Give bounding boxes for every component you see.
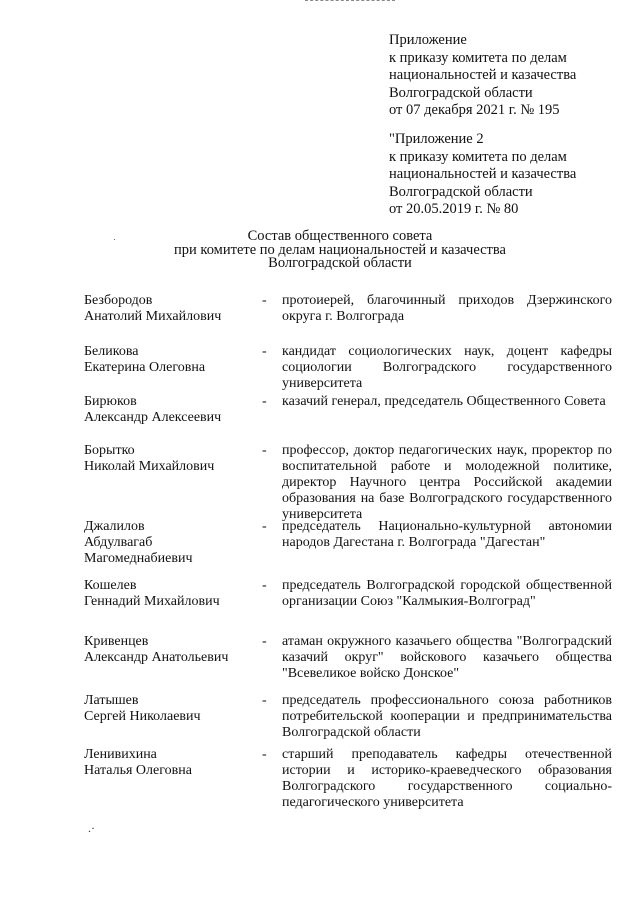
member-surname: Кривенцев — [84, 634, 149, 649]
scan-artifact-dashes — [305, 0, 395, 3]
member-surname: Джалилов — [84, 519, 145, 534]
member-surname: Кошелев — [84, 578, 137, 593]
stamp-line: Приложение — [389, 32, 467, 48]
member-dash: - — [262, 519, 267, 534]
member-role: атаман окружного казачьего общества "Волгоградский казачий округ" войскового казачьего общества "Всевеликое войско Донское" — [282, 634, 612, 681]
member-name — [84, 394, 254, 426]
member-dash: - — [262, 693, 267, 708]
member-dash: - — [262, 634, 267, 649]
member-role: протоиерей, благочинный приходов Дзержинского округа г. Волгограда — [282, 293, 612, 324]
document-title — [0, 230, 640, 271]
member-role: профессор, доктор педагогических наук, проректор по воспитательной работе и молодежной политике, директор Научного центра Российской академии образования на базе Волгоградского государственного университета — [282, 443, 612, 522]
member-role: казачий генерал, председатель Общественного Совета — [282, 394, 606, 409]
member-dash: - — [262, 293, 267, 308]
member-role: председатель Волгоградской городской общественной организации Союз "Калмыкия-Волгоград" — [282, 578, 612, 609]
member-dash: - — [262, 747, 267, 762]
member-surname: Латышев — [84, 693, 139, 708]
stamp-line: к приказу комитета по делам — [389, 49, 567, 66]
member-given-names: Екатерина Олеговна — [84, 360, 206, 375]
stamp-line: Волгоградской области — [389, 183, 533, 200]
stamp-line: от 20.05.2019 г. № 80 — [389, 201, 519, 218]
member-given-names: Наталья Олеговна — [84, 763, 192, 778]
member-name — [84, 693, 254, 725]
member-name — [84, 747, 254, 779]
stamp-line: Волгоградской области — [389, 84, 533, 101]
member-name — [84, 634, 254, 666]
member-given-names: Александр Анатольевич — [84, 650, 229, 665]
title-line: Состав общественного совета — [247, 228, 433, 244]
stamp-line: "Приложение 2 — [389, 131, 484, 147]
title-line: при комитете по делам национальностей и казачества — [174, 241, 506, 258]
member-surname: Ленивихина — [84, 747, 157, 762]
member-given-names: Геннадий Михайлович — [84, 594, 220, 609]
member-given-names: Абдулвагаб — [84, 535, 153, 550]
appendix-stamp-original — [389, 131, 576, 219]
stamp-line: к приказу комитета по делам — [389, 148, 567, 165]
scan-speck: .· — [88, 821, 95, 835]
member-name — [84, 293, 254, 325]
member-surname: Беликова — [84, 344, 139, 359]
member-role: председатель Национально-культурной автономии народов Дагестана г. Волгограда "Дагестан" — [282, 519, 612, 550]
title-line: Волгоградской области — [268, 255, 412, 271]
member-name — [84, 443, 254, 475]
member-surname: Безбородов — [84, 293, 153, 308]
member-given-names: Анатолий Михайлович — [84, 309, 222, 324]
member-name — [84, 578, 254, 610]
stamp-line: национальностей и казачества — [389, 67, 577, 84]
member-role: старший преподаватель кафедры отечественной истории и историко-краеведческого образования Волгоградского государственного социально-педагогического университета — [282, 747, 612, 810]
member-dash: - — [262, 344, 267, 359]
member-role: председатель профессионального союза работников потребительской кооперации и предпринимательства Волгоградской области — [282, 693, 612, 740]
member-given-names: Александр Алексеевич — [84, 410, 222, 425]
member-name — [84, 519, 254, 567]
member-given-names: Николай Михайлович — [84, 459, 215, 474]
member-given-names: Сергей Николаевич — [84, 709, 201, 724]
member-dash: - — [262, 443, 267, 458]
member-patronymic: Магомеднабиевич — [84, 551, 193, 566]
member-surname: Бирюков — [84, 394, 137, 409]
appendix-stamp-current — [389, 32, 576, 120]
member-surname: Борытко — [84, 443, 135, 458]
stamp-line: от 07 декабря 2021 г. № 195 — [389, 102, 560, 119]
stamp-line: национальностей и казачества — [389, 166, 577, 183]
member-dash: - — [262, 578, 267, 593]
member-name — [84, 344, 254, 376]
member-role: кандидат социологических наук, доцент кафедры социологии Волгоградского государственного университета — [282, 344, 612, 391]
member-dash: - — [262, 394, 267, 409]
